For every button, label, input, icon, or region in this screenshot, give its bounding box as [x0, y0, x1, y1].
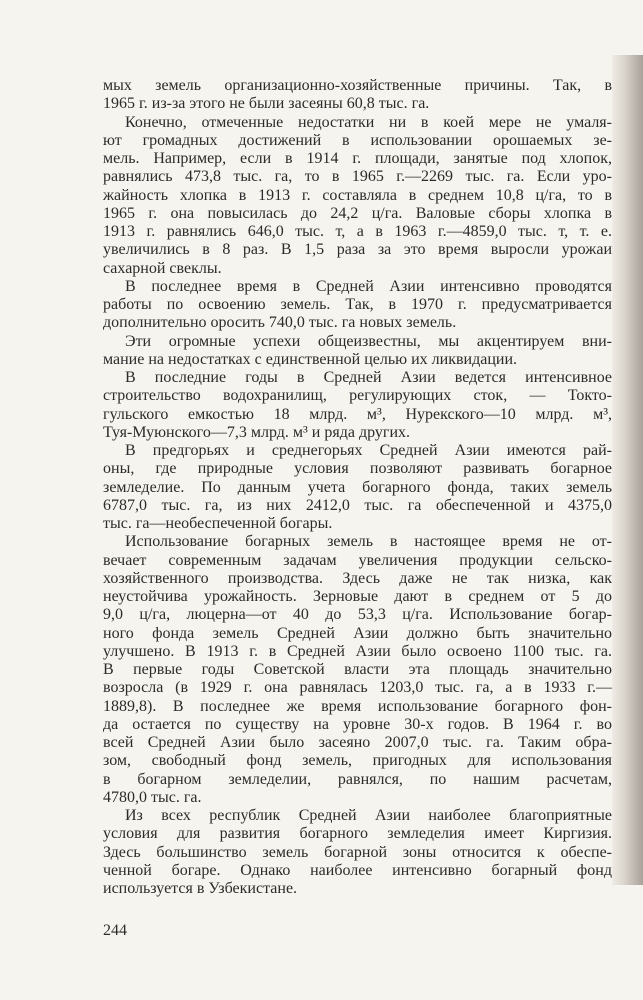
text-line: возросла (в 1929 г. она равнялась 1203,0 тыс. га, а в 1933 г.—	[103, 679, 612, 697]
text-line: 6787,0 тыс. га, из них 2412,0 тыс. га обеспеченной и 4375,0	[103, 496, 612, 514]
text-line: Эти огромные успехи общеизвестны, мы акцентируем вни-	[125, 332, 612, 350]
text-line: Туя-Муюнского—7,3 млрд. м³ и ряда других.	[103, 423, 411, 441]
text-line: зом, свободный фонд земель, пригодных для использования	[103, 752, 612, 770]
text-line: работы по освоению земель. Так, в 1970 г. предусматривается	[103, 296, 612, 313]
text-line: В первые годы Советской власти эта площадь значительно	[103, 661, 612, 678]
text-line: строительство водохранилищ, регулирующих сток, — Токто-	[103, 387, 612, 405]
paragraph	[103, 533, 612, 807]
text-line: В предгорьях и среднегорьях Средней Азии имеются рай-	[125, 442, 612, 459]
paragraph	[103, 442, 612, 533]
text-line: мых земель организационно-хозяйственные причины. Так, в	[103, 77, 612, 94]
page-edge-shadow	[612, 55, 643, 885]
paragraph	[103, 77, 612, 114]
text-line: В последние годы в Средней Азии ведется интенсивное	[125, 369, 612, 386]
text-line: Конечно, отмеченные недостатки ни в коей мере не умаля-	[125, 113, 612, 131]
text-line: тыс. га—необеспеченной богары.	[103, 515, 333, 532]
text-line: да остается по существу на уровне 30-х годов. В 1964 г. во	[103, 715, 612, 733]
text-line: В последнее время в Средней Азии интенсивно проводятся	[125, 277, 612, 295]
paragraph	[103, 369, 612, 442]
page-number: 244	[103, 922, 127, 939]
text-line: в богарном земледелии, равнялся, по нашим расчетам,	[103, 770, 612, 788]
text-line: дополнительно оросить 740,0 тыс. га новых земель.	[103, 314, 457, 332]
text-line: используется в Узбекистане.	[103, 880, 298, 897]
text-line: гульского емкостью 18 млрд. м³, Нурекского—10 млрд. м³,	[103, 405, 612, 423]
text-line: 1913 г. равнялись 646,0 тыс. т, а в 1963 г.—4859,0 тыс. т, т. е.	[103, 223, 612, 240]
text-line: Здесь большинство земель богарной зоны относится к обеспе-	[103, 843, 612, 861]
text-line: всей Средней Азии было засеяно 2007,0 тыс. га. Таким обра-	[103, 734, 612, 751]
text-line: ют громадных достижений в использовании орошаемых зе-	[103, 131, 612, 149]
text-line: 4780,0 тыс. га.	[103, 788, 202, 806]
paragraph	[103, 333, 612, 370]
text-line: оны, где природные условия позволяют развивать богарное	[103, 460, 612, 478]
text-line: улучшено. В 1913 г. в Средней Азии было освоено 1100 тыс. га.	[103, 642, 612, 660]
paragraph	[103, 807, 612, 898]
text-line: ченной богаре. Однако наиболее интенсивно богарный фонд	[103, 861, 612, 879]
text-line: неустойчива урожайность. Зерновые дают в среднем от 5 до	[103, 588, 612, 605]
text-line: 1889,8). В последнее же время использование богарного фон-	[103, 697, 612, 715]
text-line: сахарной свеклы.	[103, 259, 222, 277]
text-line: вечает современным задачам увеличения продукции сельско-	[103, 551, 612, 569]
text-line: Из всех республик Средней Азии наиболее благоприятные	[125, 807, 612, 824]
text-line: хозяйственного производства. Здесь даже не так низка, как	[103, 569, 612, 587]
text-line: 9,0 ц/га, люцерна—от 40 до 53,3 ц/га. Использование богар-	[103, 606, 612, 624]
text-line: земледелие. По данным учета богарного фонда, таких земель	[103, 478, 612, 496]
text-line: мель. Например, если в 1914 г. площади, занятые под хлопок,	[103, 150, 612, 167]
text-line: 1965 г. из-за этого не были засеяны 60,8 тыс. га.	[103, 95, 430, 113]
text-line: увеличились в 8 раз. В 1,5 раза за это время выросли урожаи	[103, 241, 612, 259]
text-line: Использование богарных земель в настоящее время не от-	[125, 533, 612, 551]
text-line: мание на недостатках с единственной целью их ликвидации.	[103, 350, 518, 368]
paragraph	[103, 278, 612, 333]
text-line: 1965 г. она повысилась до 24,2 ц/га. Валовые сборы хлопка в	[103, 204, 612, 222]
text-line: условия для развития богарного земледелия имеет Киргизия.	[103, 825, 612, 843]
paragraph	[103, 114, 612, 278]
body-text	[103, 77, 612, 898]
text-line: жайность хлопка в 1913 г. составляла в среднем 10,8 ц/га, то в	[103, 186, 612, 204]
text-line: равнялись 473,8 тыс. га, то в 1965 г.—2269 тыс. га. Если уро-	[103, 168, 612, 186]
text-line: ного фонда земель Средней Азии должно быть значительно	[103, 624, 612, 642]
